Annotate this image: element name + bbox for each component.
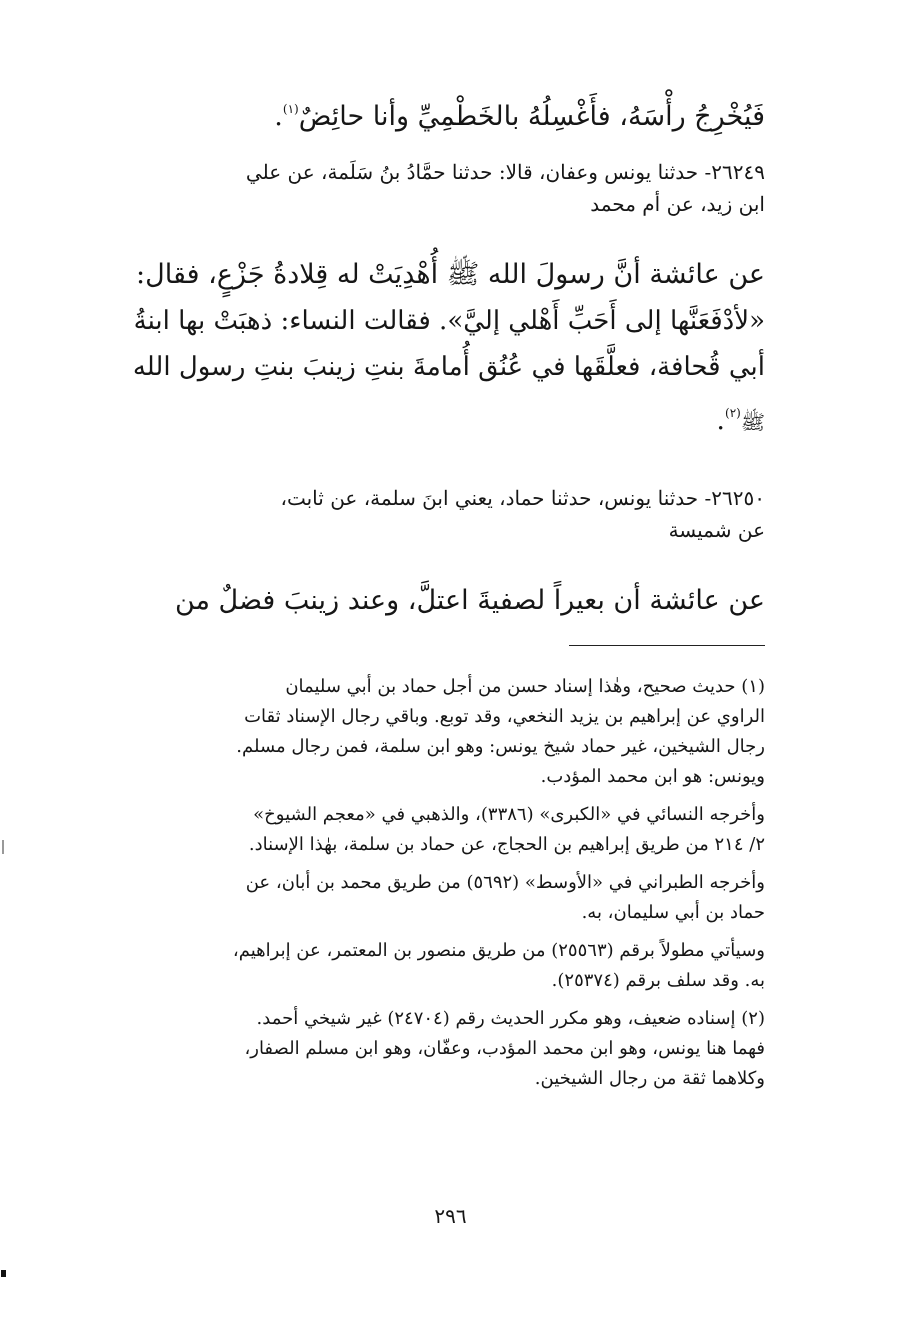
chain-line: عن شميسة: [668, 518, 765, 542]
hadith-continuation: [133, 86, 765, 140]
footnote-line: رجال الشيخين، غير حماد شيخ يونس: وهو ابن سلمة، فمن رجال مسلم.: [236, 736, 765, 757]
footnote-line: وسيأتي مطولاً برقم (٢٥٥٦٣) من طريق منصور بن المعتمر، عن إبراهيم،: [232, 940, 765, 961]
footnote-line: حماد بن أبي سليمان، به.: [581, 902, 765, 923]
hadith-26249-chain: [133, 156, 765, 220]
chain-line: ابن زيد، عن أم محمد: [590, 192, 765, 216]
page-number: ٢٩٦: [434, 1204, 467, 1228]
footnote-1-paragraph: [133, 936, 765, 996]
continuation-end: .: [274, 101, 283, 132]
salutation: ﷺ: [740, 410, 765, 434]
footnote-line: وأخرجه النسائي في «الكبرى» (٣٣٨٦)، والذهبي في «معجم الشيوخ»: [253, 804, 765, 825]
hadith-26250-chain: [133, 482, 765, 546]
scan-edge-dot: [1, 1270, 6, 1277]
continuation-text: فَيُخْرِجُ رأْسَهُ، فأَغْسِلُهُ بالخَطْمِيِّ وأنا حائِضٌ: [298, 101, 765, 132]
chain-line: ٢٦٢٥٠- حدثنا يونس، حدثنا حماد، يعني ابنَ سلمة، عن ثابت،: [280, 486, 765, 510]
footnote-line: فهما هنا يونس، وهو ابن محمد المؤدب، وعفّان، وهو ابن مسلم الصفار،: [244, 1038, 765, 1059]
chain-line: ٢٦٢٤٩- حدثنا يونس وعفان، قالا: حدثنا حمَّادُ بنُ سَلَمة، عن علي: [245, 160, 765, 184]
footnote-1: [133, 672, 765, 792]
footnotes: [133, 672, 765, 1094]
hadith-end: .: [716, 405, 725, 436]
footnote-1-paragraph: [133, 800, 765, 860]
hadith-line: عن عائشة أن بعيراً لصفيةَ اعتلَّ، وعند زينبَ فضلٌ من: [174, 585, 765, 616]
footnote-line: وكلاهما ثقة من رجال الشيخين.: [534, 1068, 765, 1089]
footnote-line: ويونس: هو ابن محمد المؤدب.: [540, 766, 765, 787]
hadith-26249-text: [133, 252, 765, 445]
hadith-line: عن عائشة أنَّ رسولَ الله ﷺ أُهْدِيَتْ له قِلادةُ جَزْعٍ، فقال:: [136, 259, 765, 290]
hadith-line: «لأدْفَعَنَّها إلى أَحَبِّ أَهْلي إليَّ». فقالت النساء: ذهبَتْ بها ابنةُ: [133, 306, 765, 336]
footnote-2: [133, 1004, 765, 1094]
footnote-1-paragraph: [133, 868, 765, 928]
footnote-line: الراوي عن إبراهيم بن يزيد النخعي، وقد توبع. وباقي رجال الإسناد ثقات: [244, 706, 765, 727]
scan-edge-mark: [2, 840, 4, 854]
footnote-line: ٢/ ٢١٤ من طريق إبراهيم بن الحجاج، عن حماد بن سلمة، بهٰذا الإسناد.: [248, 834, 765, 855]
footnote-line: (٢) إسناده ضعيف، وهو مكرر الحديث رقم (٢٤٧٠٤) غير شيخي أحمد.: [256, 1008, 765, 1029]
hadith-26250-text: [133, 578, 765, 624]
footnote-separator: [569, 645, 765, 646]
footnote-ref-1[interactable]: (١): [282, 102, 299, 116]
footnote-line: به. وقد سلف برقم (٢٥٣٧٤).: [551, 970, 765, 991]
footnote-line: (١) حديث صحيح، وهٰذا إسناد حسن من أجل حماد بن أبي سليمان: [285, 676, 765, 697]
footnote-ref-2[interactable]: (٢): [725, 406, 741, 420]
hadith-line: أبي قُحافة، فعلَّقَها في عُنُق أُمامةَ بنتِ زينبَ بنتِ رسول الله: [132, 352, 765, 382]
footnote-line: وأخرجه الطبراني في «الأوسط» (٥٦٩٢) من طريق محمد بن أبان، عن: [245, 872, 765, 893]
